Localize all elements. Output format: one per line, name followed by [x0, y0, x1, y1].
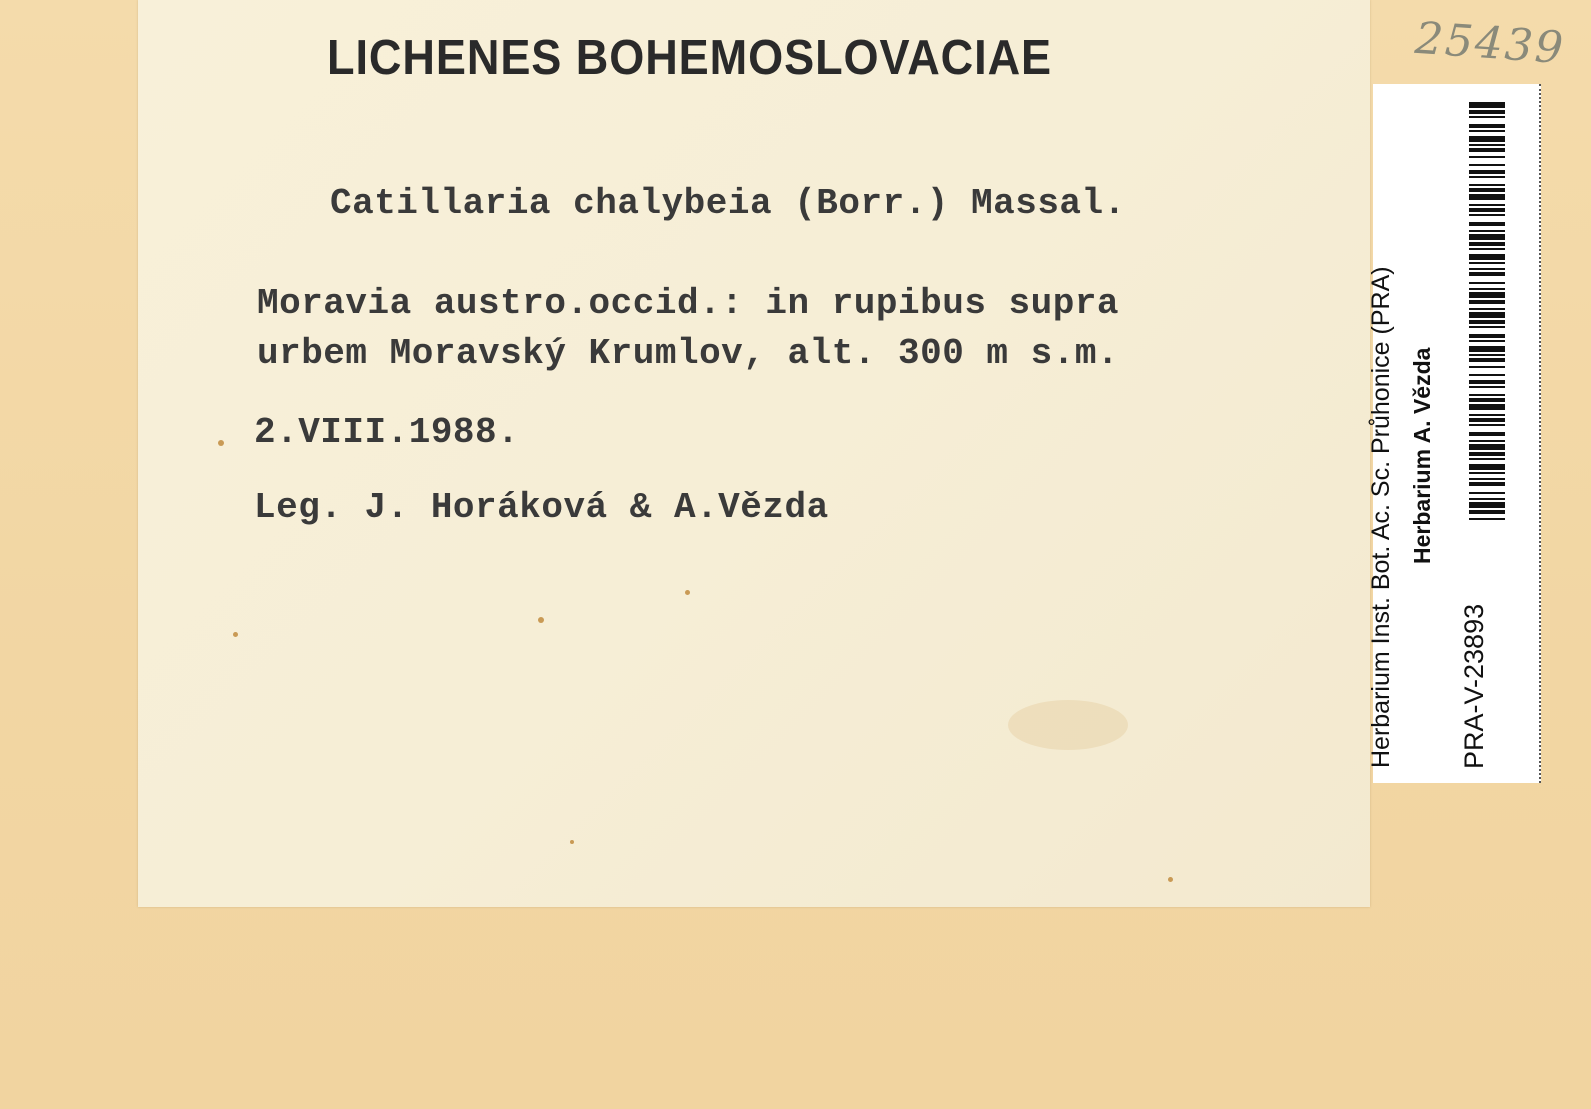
- collection-date: 2.VIII.1988.: [254, 412, 520, 453]
- locality-line-2: urbem Moravský Krumlov, alt. 300 m s.m.: [257, 333, 1120, 374]
- species-name: Catillaria chalybeia (Borr.) Massal.: [330, 183, 1126, 224]
- speck-mark: [685, 590, 690, 595]
- specimen-label-card: [138, 0, 1370, 907]
- label-heading: LICHENES BOHEMOSLOVACIAE: [327, 31, 1053, 85]
- collectors: Leg. J. Horáková & A.Vězda: [254, 487, 829, 528]
- barcode-stripe: [1469, 518, 1505, 520]
- stain-mark: [1008, 700, 1128, 750]
- speck-mark: [538, 617, 544, 623]
- locality-line-1: Moravia austro.occid.: in rupibus supra: [257, 283, 1120, 324]
- speck-mark: [570, 840, 574, 844]
- barcode: [1469, 102, 1505, 520]
- barcode-label: [1367, 84, 1541, 783]
- handwritten-accession-number: 25439: [1413, 12, 1567, 75]
- institution-text: Herbarium Inst. Bot. Ac. Sc. Průhonice (PRA): [1367, 266, 1395, 768]
- speck-mark: [1168, 877, 1173, 882]
- collection-text: Herbarium A. Vězda: [1409, 347, 1435, 564]
- specimen-id: PRA-V-23893: [1459, 603, 1489, 769]
- speck-mark: [218, 440, 224, 446]
- speck-mark: [233, 632, 238, 637]
